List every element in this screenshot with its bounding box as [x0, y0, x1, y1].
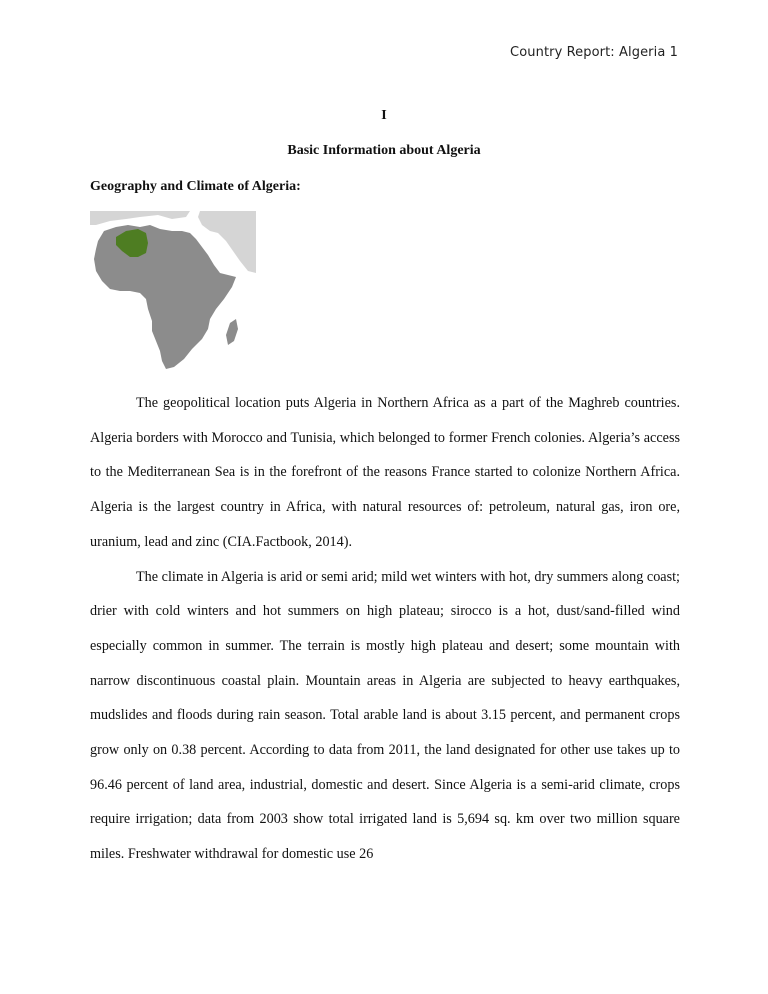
africa-map-figure	[90, 211, 256, 371]
madagascar-shape	[226, 319, 238, 345]
subsection-heading: Geography and Climate of Algeria:	[90, 179, 301, 194]
section-title: Basic Information about Algeria	[287, 143, 481, 158]
africa-continent-shape	[94, 225, 236, 369]
paragraph-geography: The geopolitical location puts Algeria in Northern Africa as a part of the Maghreb countries. Algeria borders with Morocco and Tunisia, which belonged to former French colonies. Algeria’s access to the Mediterranean Sea is in the forefront of the reasons France started to colonize Northern Africa. Algeria is the largest country in Africa, with natural resources of: petroleum, natural gas, iron ore, uranium, lead and zinc (CIA.Factbook, 2014).	[90, 395, 680, 550]
africa-map-algeria-highlighted-icon	[90, 211, 256, 371]
southern-europe-shape	[90, 211, 190, 225]
running-head: Country Report: Algeria 1	[510, 45, 678, 60]
paragraph-climate: The climate in Algeria is arid or semi arid; mild wet winters with hot, dry summers along coast; drier with cold winters and hot summers on high plateau; sirocco is a hot, dust/sand-filled wind especially common in summer. The terrain is mostly high plateau and desert; some mountain with narrow discontinuous coastal plain. Mountain areas in Algeria are subjected to heavy earthquakes, mudslides and floods during rain season. Total arable land is about 3.15 percent, and permanent crops grow only on 0.38 percent. According to data from 2011, the land designated for other use takes up to 96.46 percent of land area, industrial, domestic and desert. Since Algeria is a semi-arid climate, crops require irrigation; data from 2003 show total irrigated land is 5,694 sq. km over two million square miles. Freshwater withdrawal for domestic use 26	[90, 568, 680, 863]
section-number: I	[381, 108, 387, 123]
body-text	[90, 386, 680, 872]
